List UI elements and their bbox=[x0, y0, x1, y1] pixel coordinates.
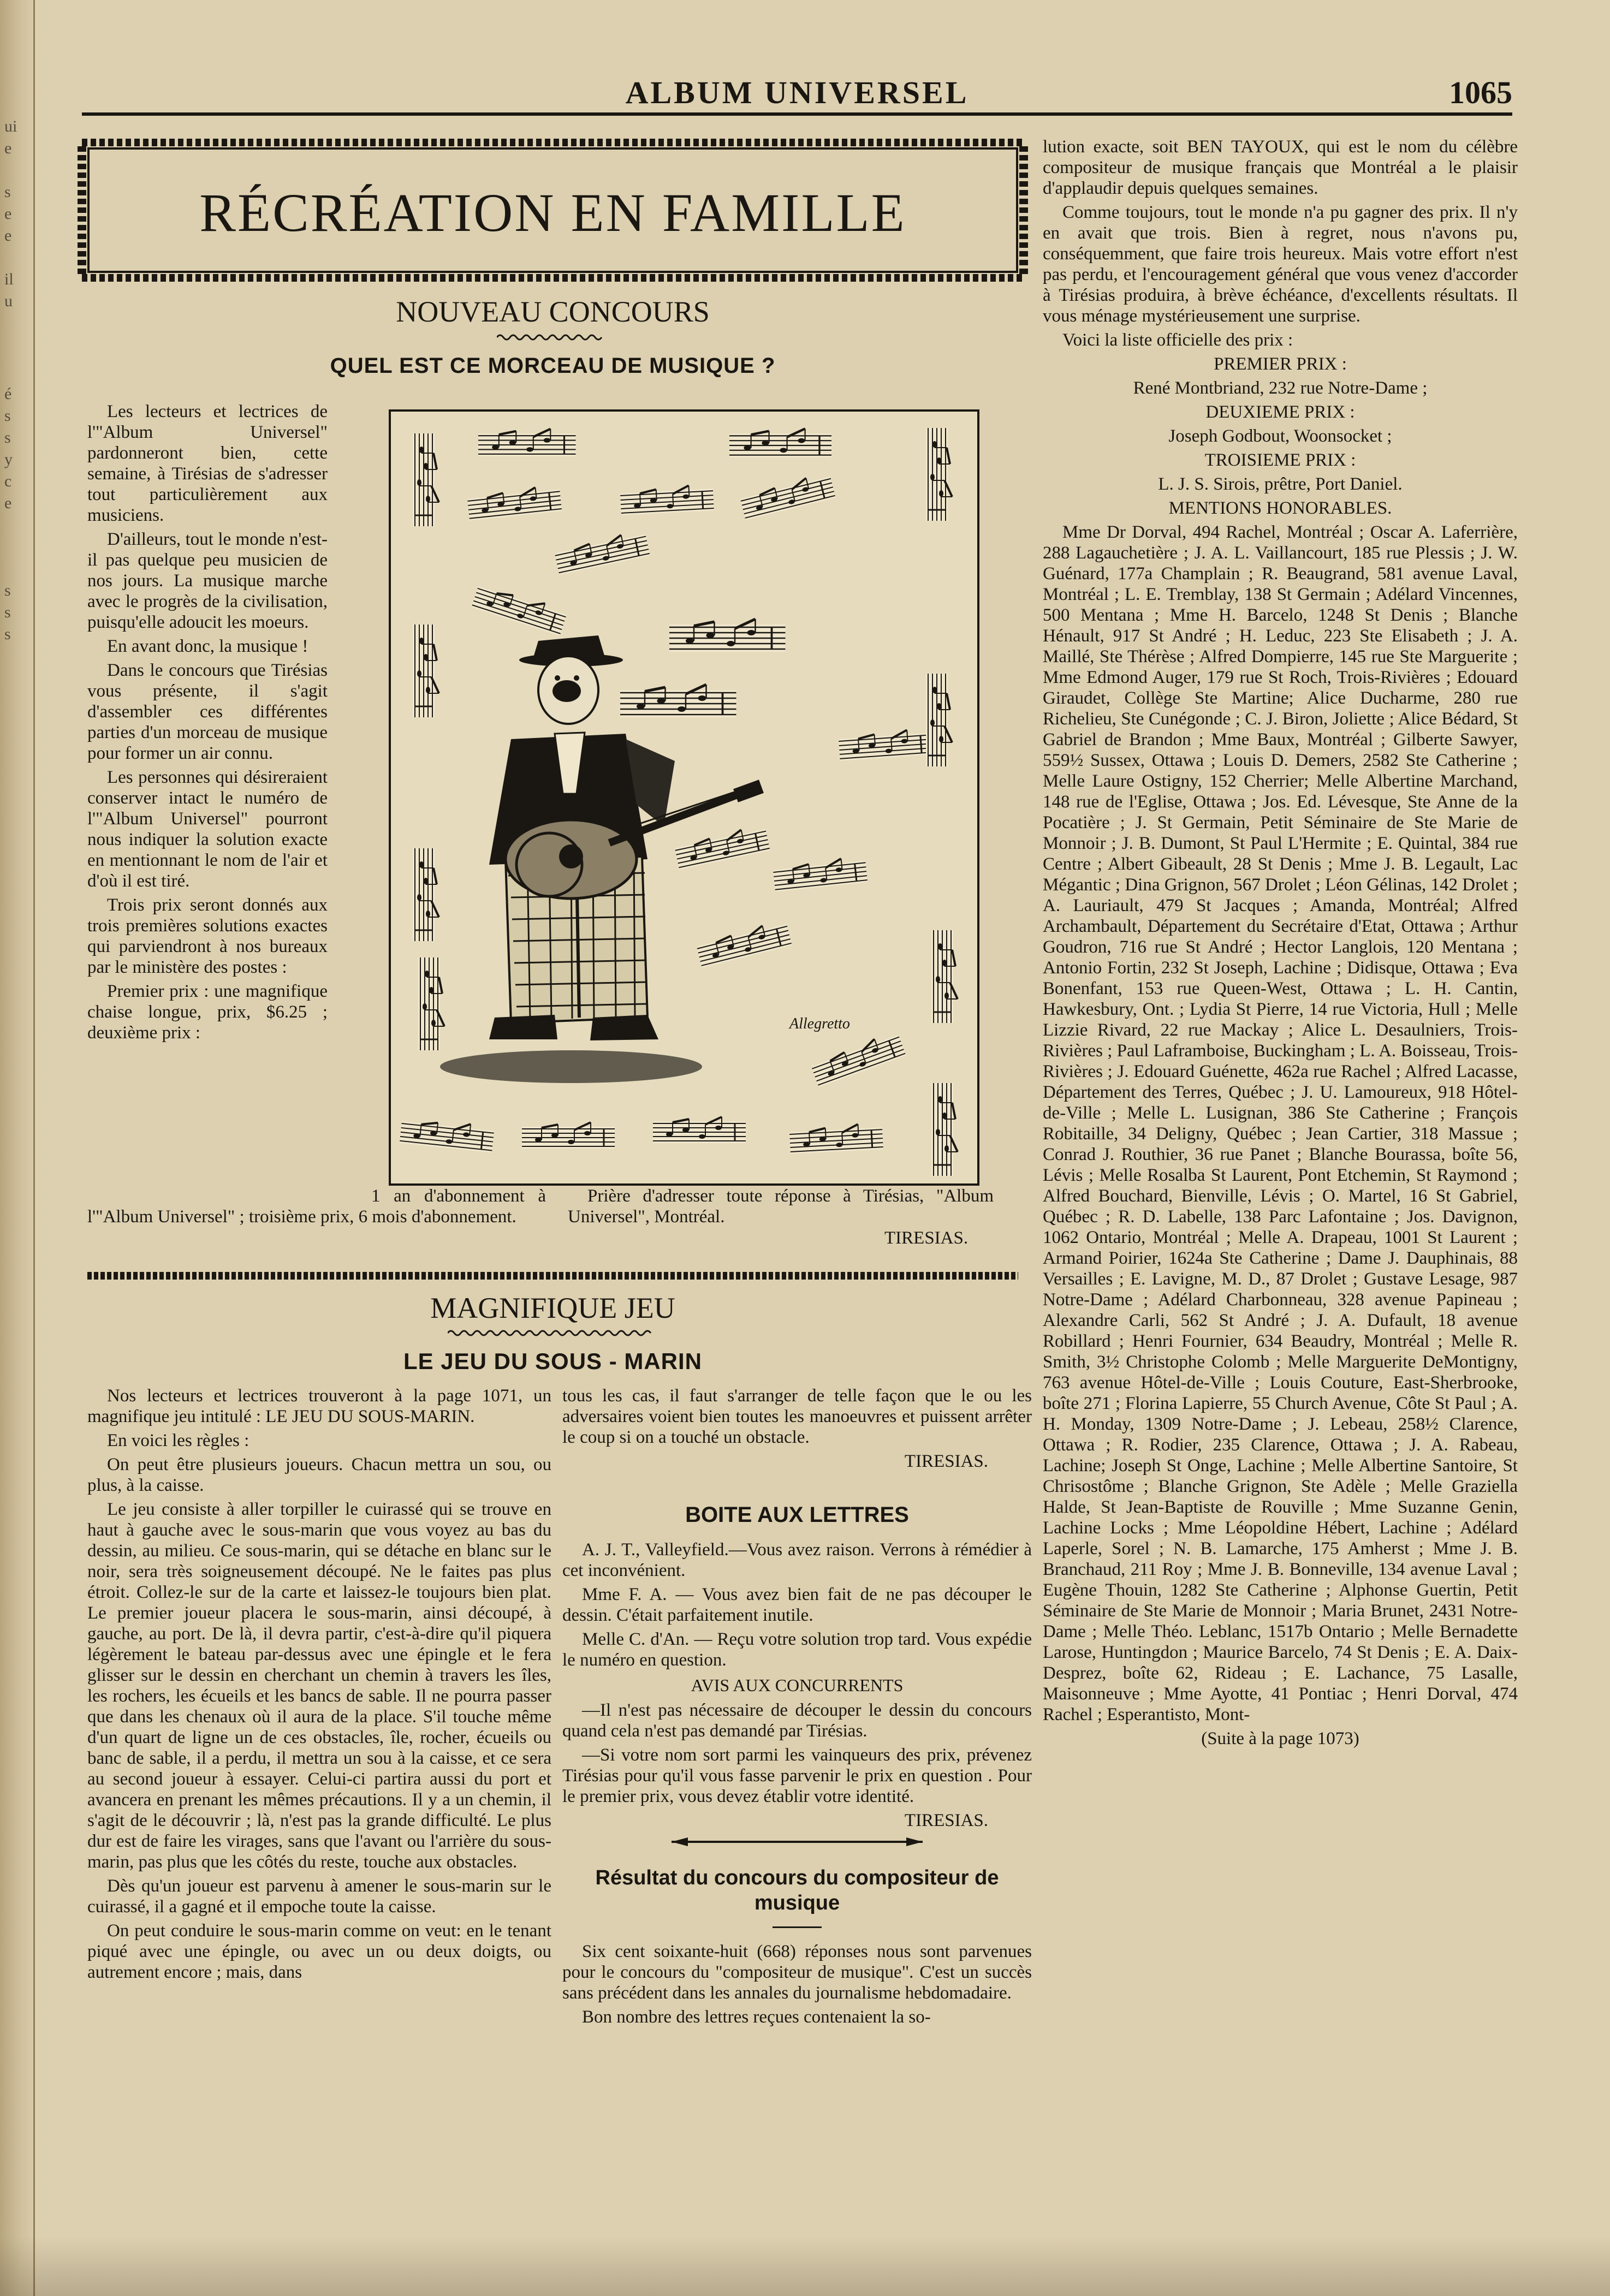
jeu-subtitle: LE JEU DU SOUS - MARIN bbox=[403, 1348, 703, 1374]
margin-fragment: s bbox=[4, 625, 11, 643]
wavy-ornament bbox=[497, 332, 606, 343]
resultat-continuation: lution exacte, soit BEN TAYOUX, qui est le nom du célèbre compositeur de musique français que Montréal a le plaisir d'applaudir depuis quelques semaines. bbox=[1043, 137, 1518, 198]
section-title: RÉCRÉATION EN FAMILLE bbox=[199, 182, 906, 243]
prize-winner: L. J. S. Sirois, prêtre, Port Daniel. bbox=[1158, 474, 1403, 494]
avis-entry: —Il n'est pas nécessaire de découper le dessin du concours quand cela n'est pas demandé par Tirésias. bbox=[562, 1700, 1032, 1741]
jeu-paragraph: On peut conduire le sous-marin comme on veut: en le tenant piqué avec une épingle, ou avec un ou deux doigts, ou autrement encore ; mais, dans bbox=[87, 1921, 551, 1982]
jeu-paragraph: En voici les règles : bbox=[107, 1431, 249, 1450]
concours-title: NOUVEAU CONCOURS bbox=[396, 295, 710, 328]
page-shadow bbox=[0, 2236, 1610, 2296]
publication-title: ALBUM UNIVERSEL bbox=[625, 75, 969, 110]
margin-fragment: ui bbox=[4, 117, 17, 135]
margin-fragment: s bbox=[4, 183, 11, 201]
resultat-paragraph: Six cent soixante-huit (668) réponses nous sont parvenues pour le concours du "compositeur de musique". C'est un succès sans précédent dans les annales du journalisme hebdomadaire. bbox=[562, 1942, 1032, 2003]
facing-page-edge bbox=[0, 0, 35, 2296]
avis-title: AVIS AUX CONCURRENTS bbox=[691, 1675, 904, 1695]
prize-winner: René Montbriand, 232 rue Notre-Dame ; bbox=[1133, 378, 1428, 398]
margin-fragment: u bbox=[4, 292, 13, 310]
wavy-ornament bbox=[448, 1328, 655, 1339]
prize-label: TROISIEME PRIX : bbox=[1204, 450, 1356, 470]
resultat-title: Résultat du concours du compositeur de musique bbox=[595, 1866, 999, 1914]
jeu-paragraph: Dès qu'un joueur est parvenu à amener le sous-marin sur le cuirassé, il a gagné et il empoche toute la caisse. bbox=[87, 1876, 551, 1917]
border-ornament bbox=[78, 146, 86, 274]
margin-fragment: s bbox=[4, 407, 11, 425]
margin-fragment: e bbox=[4, 494, 12, 512]
address-text: Prière d'adresser toute réponse à Tirésias, "Album Universel", Montréal. bbox=[568, 1186, 994, 1227]
letter-entry: Mme F. A. — Vous avez bien fait de ne pas découper le dessin. C'était parfaitement inutile. bbox=[562, 1585, 1032, 1625]
prize-label: PREMIER PRIX : bbox=[1214, 354, 1347, 374]
header-rule bbox=[82, 112, 1512, 116]
section-divider bbox=[87, 1272, 1018, 1280]
boite-title: BOITE AUX LETTRES bbox=[685, 1503, 909, 1527]
ornamental-rule bbox=[562, 1831, 1032, 1853]
margin-fragment: e bbox=[4, 139, 12, 157]
intro-paragraph: En avant donc, la musique ! bbox=[107, 637, 308, 656]
concours-question: QUEL EST CE MORCEAU DE MUSIQUE ? bbox=[330, 354, 776, 378]
margin-fragment: il bbox=[4, 270, 14, 288]
mentions-list: Mme Dr Dorval, 494 Rachel, Montréal ; Oscar A. Laferrière, 288 Lagauchetière ; J. A. L. Vaillancourt, 185 rue Plessis ; J. W. Guénard, 177a Champlain ; R. Beaugrand, 581 avenue Laval, Montréal ; L. E. Tremblay, 138 St Germain ; Adélard Vincennes, 500 Mentana ; Mme H. Barcelo, 1248 St Denis ; Blanche Hénault, 917 St André ; H. Leduc, 223 Ste Elisabeth ; J. A. Maillé, Ste Thérèse ; Alfred Dompierre, 145 rue Ste Marguerite ; Mme Edmond Auger, 179 rue St Roch, Trois-Rivières ; Edouard Giraudet, Collège Ste Martine; Alice Ducharme, 280 rue Richelieu, Ste Cunégonde ; C. J. Biron, Joliette ; Alice Bédard, St Gabriel de Brandon ; Mme Baux, Montréal ; Gilberte Sawyer, 559½ Sussex, Ottawa ; Louis D. Demers, 2582 Ste Catherine ; Melle Laure Ostigny, 152 Cherrier; Melle Albertine Marchand, 148 rue de l'Eglise, Ottawa ; Jos. Ed. Lévesque, Ste Anne de la Pocatière ; J. St Germain, Petit Séminaire de Ste Marie de Monnoir ; J. B. Dumont, St Paul L'Hermite ; E. Quintal, 384 rue Centre ; Albert Gibeault, 28 St Denis ; Mme J. B. Legault, Lac Mégantic ; Dina Grignon, 567 Drolet ; Léon Gélinas, 142 Drolet ; A. Lauriault, 479 St Jacques ; Amanda, Montréal; Alfred Archambault, Département du Secrétaire d'Etat, Ottawa ; Arthur Goudron, 716 rue St André ; Hector Langlois, 120 Mentana ; Antonio Fortin, 232 St Joseph, Lachine ; Didisque, Ottawa ; Eva Bonenfant, 153 rue Queen-West, Ottawa ; L. H. Cantin, Hawkesbury, Ont. ; Lydia St Pierre, 14 rue Victoria, Hull ; Melle Lizzie Rivard, 22 rue Mackay ; Alice L. Desaulniers, Trois-Rivières ; Paul Laframboise, Buckingham ; L. A. Boisseau, Trois-Rivières ; J. Edouard Guénette, 462a rue Rachel ; Alfred Lacasse, Département des Terres, Québec ; J. U. Lamoureux, 918 Hôtel-de-Ville ; Melle L. Lusignan, 386 Ste Catherine ; François Robitaille, 34 Deligny, Québec ; Jean Cartier, 318 Massue ; Conrad J. Routhier, 36 rue Panet ; Blanche Bourassa, boîte 56, Lévis ; Melle Rosalba St Laurent, Pont Etchemin, St Raymond ; Alfred Bouchard, Bienville, Lévis ; O. Martel, 16 St Gabriel, Québec ; R. D. Labelle, 138 Parc Lafontaine ; Jos. Davignon, 1062 Ontario, Montréal ; Melle A. Drapeau, 1001 St Laurent ; Armand Poirier, 1624a Ste Catherine ; Dame J. Dauphinais, 88 Versailles ; E. Lavigne, M. D., 87 Drolet ; Gustave Lesage, 987 Notre-Dame ; Adélard Charbonneau, 328 avenue Papineau ; Alexandre Carli, 562 St André ; J. A. Dufault, 18 avenue Robillard ; Henri Fournier, 634 Beaudry, Montréal ; Melle R. Smith, 3½ Christophe Colomb ; Melle Marguerite DeMontigny, 763 avenue Hôtel-de-Ville ; Louis Couture, East-Sherbrooke, boîte 271 ; Florina Lapierre, 55 Church Avenue, Côte St Paul ; A. H. Monday, 1309 Notre-Dame ; J. Lebeau, 258½ Clarence, Ottawa ; R. Rodier, 235 Clarence, Ottawa ; J. A. Rabeau, Lachine; Joseph St Onge, Lachine ; Melle Albertine Santoire, St Chrisostôme ; Blanche Grignon, Ste Adèle ; Melle Graziella Halde, St Jean-Baptiste de Rouville ; Mme Suzanne Genin, Lachine Locks ; Mme Léopoldine Hébert, Lachine ; Adélard Laperle, Sorel ; N. B. Lamarche, 175 Amherst ; Mme J. B. Branchaud, 211 Roy ; Mme J. B. Bonneville, 134 avenue Laval ; Eugène Thouin, 1282 Ste Catherine ; Alphonse Guertin, Petit Séminaire de Ste Marie de Monnoir ; Maria Brunet, 2431 Notre-Dame ; Melle Théo. Leblanc, 1517b Ontario ; Melle Bernadette Larose, Huntingdon ; Maurice Barcelo, 74 St Denis ; E. A. Daix-Desprez, boîte 62, Rideau ; E. Lachance, 75 Lasalle, Maisonneuve ; Mme Ayotte, 41 Pontiac ; Henri Dorval, 474 Rachel ; Esperantisto, Mont- bbox=[1043, 522, 1518, 1724]
jeu-title: MAGNIFIQUE JEU bbox=[430, 1292, 675, 1324]
jeu-paragraph: On peut être plusieurs joueurs. Chacun mettra un sou, ou plus, à la caisse. bbox=[87, 1455, 551, 1495]
mentions-label: MENTIONS HONORABLES. bbox=[1168, 498, 1392, 518]
middle-column bbox=[562, 1385, 1032, 2031]
margin-fragment: s bbox=[4, 603, 11, 621]
margin-fragment: e bbox=[4, 227, 12, 245]
signature: TIRESIAS. bbox=[904, 1452, 988, 1471]
intro-paragraph: Premier prix : une magnifique chaise longue, prix, $6.25 ; deuxième prix : bbox=[87, 982, 328, 1043]
concours-address bbox=[568, 1186, 994, 1230]
section-title-box bbox=[87, 147, 1018, 273]
resultat-paragraph: Bon nombre des lettres reçues contenaient la so- bbox=[582, 2007, 931, 2027]
margin-fragment: y bbox=[4, 450, 13, 468]
page-number: 1065 bbox=[1449, 75, 1512, 110]
short-rule bbox=[773, 1926, 822, 1928]
continued-note: (Suite à la page 1073) bbox=[1201, 1729, 1359, 1748]
right-column bbox=[1043, 136, 1518, 1749]
margin-fragment: é bbox=[4, 385, 12, 403]
prize-label: DEUXIEME PRIX : bbox=[1205, 402, 1355, 422]
music-puzzle-illustration bbox=[389, 409, 979, 1186]
letter-entry: Melle C. d'An. — Reçu votre solution trop tard. Vous expédie le numéro en question. bbox=[562, 1629, 1032, 1670]
jeu-paragraph: Le jeu consiste à aller torpiller le cuirassé qui se trouve en haut à gauche avec le sous-marin que vous voyez au bas du dessin, au milieu. Ce sous-marin, qui se détache en blanc sur le noir, sera très soigneusement découpé. Ne le faites pas plus étroit. Collez-le sur de la carte et laissez-le toujours bien plat. Le premier joueur placera le sous-marin, ainsi découpé, à gauche, au port. De là, il devra partir, c'est-à-dire qu'il piquera légèrement le bateau par-dessus avec une épingle et le fera glisser sur le dessin en cherchant un chemin à travers les îles, les rochers, les écueils et les bancs de sable. Il ne pourra passer que dans les chenaux où il aura de la place. S'il touche même d'un quart de ligne un de ces obstacles, île, rocher, écueils ou banc de sable, il a perdu, il mettra un sou à la caisse, et ce sera au second joueur à essayer. Celui-ci partira aussi du port et avancera en prenant les mêmes précautions. Il y a un chemin, il s'agit de le découvrir ; là, n'est pas la grande difficulté. Le plus dur est de faire les virages, sans que l'avant ou l'arrière du sous-marin, pas plus que les côtés du reste, touche aux obstacles. bbox=[87, 1500, 551, 1872]
illustration-drawing bbox=[391, 412, 977, 1183]
concours-intro bbox=[87, 401, 328, 1046]
margin-fragment: c bbox=[4, 472, 12, 490]
border-ornament bbox=[1019, 146, 1028, 274]
signature: TIRESIAS. bbox=[884, 1228, 969, 1248]
margin-fragment: s bbox=[4, 581, 11, 599]
jeu-continuation: tous les cas, il faut s'arranger de telle façon que le ou les adversaires voient bien toutes les manoeuvres et puissent arrêter le coup si on a touché un obstacle. bbox=[562, 1386, 1032, 1447]
margin-fragment: s bbox=[4, 429, 11, 447]
jeu-paragraph: Nos lecteurs et lectrices trouveront à la page 1071, un magnifique jeu intitulé : LE JEU DU SOUS-MARIN. bbox=[87, 1386, 551, 1426]
intro-paragraph: Trois prix seront donnés aux trois premières solutions exactes qui parviendront à nos bureaux par le ministère des postes : bbox=[87, 895, 328, 977]
jeu-column bbox=[87, 1385, 551, 1986]
prize-list-intro: Voici la liste officielle des prix : bbox=[1062, 330, 1293, 350]
letter-entry: A. J. T., Valleyfield.—Vous avez raison. Verrons à rémédier à cet inconvénient. bbox=[562, 1540, 1032, 1580]
intro-paragraph: Dans le concours que Tirésias vous présente, il s'agit d'assembler ces différentes parties d'un morceau de musique pour former un air connu. bbox=[87, 661, 328, 763]
tempo-marking: Allegretto bbox=[789, 1015, 850, 1032]
intro-paragraph: Les personnes qui désireraient conserver intact le numéro de l'"Album Universel" pourront nous indiquer la solution exacte en mentionnant le nom de l'air et d'où il est tiré. bbox=[87, 768, 328, 891]
intro-paragraph: D'ailleurs, tout le monde n'est-il pas quelque peu musicien de nos jours. La musique marche avec le progrès de la civilisation, puisqu'elle adoucit les moeurs. bbox=[87, 530, 328, 632]
prize-continuation bbox=[87, 1186, 546, 1230]
resultat-paragraph: Comme toujours, tout le monde n'a pu gagner des prix. Il n'y en avait que trois. Bien à regret, nous n'avons pu, conséquemment, que faire trois heureux. Mais votre effort n'est pas perdu, et l'encouragement général que vous venez d'accorder à Tirésias produira, à brève échéance, d'excellents résultats. Il vous ménage mystérieusement une surprise. bbox=[1043, 203, 1518, 326]
running-head bbox=[82, 71, 1512, 115]
signature: TIRESIAS. bbox=[904, 1811, 988, 1830]
prize-tail-text: 1 an d'abonnement à l'"Album Universel" ; troisième prix, 6 mois d'abonnement. bbox=[87, 1186, 546, 1227]
intro-paragraph: Les lecteurs et lectrices de l'"Album Universel" pardonneront bien, cette semaine, à Tirésias de s'adresser tout particulièrement aux musiciens. bbox=[87, 402, 328, 525]
avis-entry: —Si votre nom sort parmi les vainqueurs des prix, prévenez Tirésias pour qu'il vous fasse parvenir le prix en question . Pour le premier prix, vous devez établir votre identité. bbox=[562, 1745, 1032, 1806]
prize-winner: Joseph Godbout, Woonsocket ; bbox=[1168, 426, 1392, 446]
margin-fragment: e bbox=[4, 205, 12, 223]
